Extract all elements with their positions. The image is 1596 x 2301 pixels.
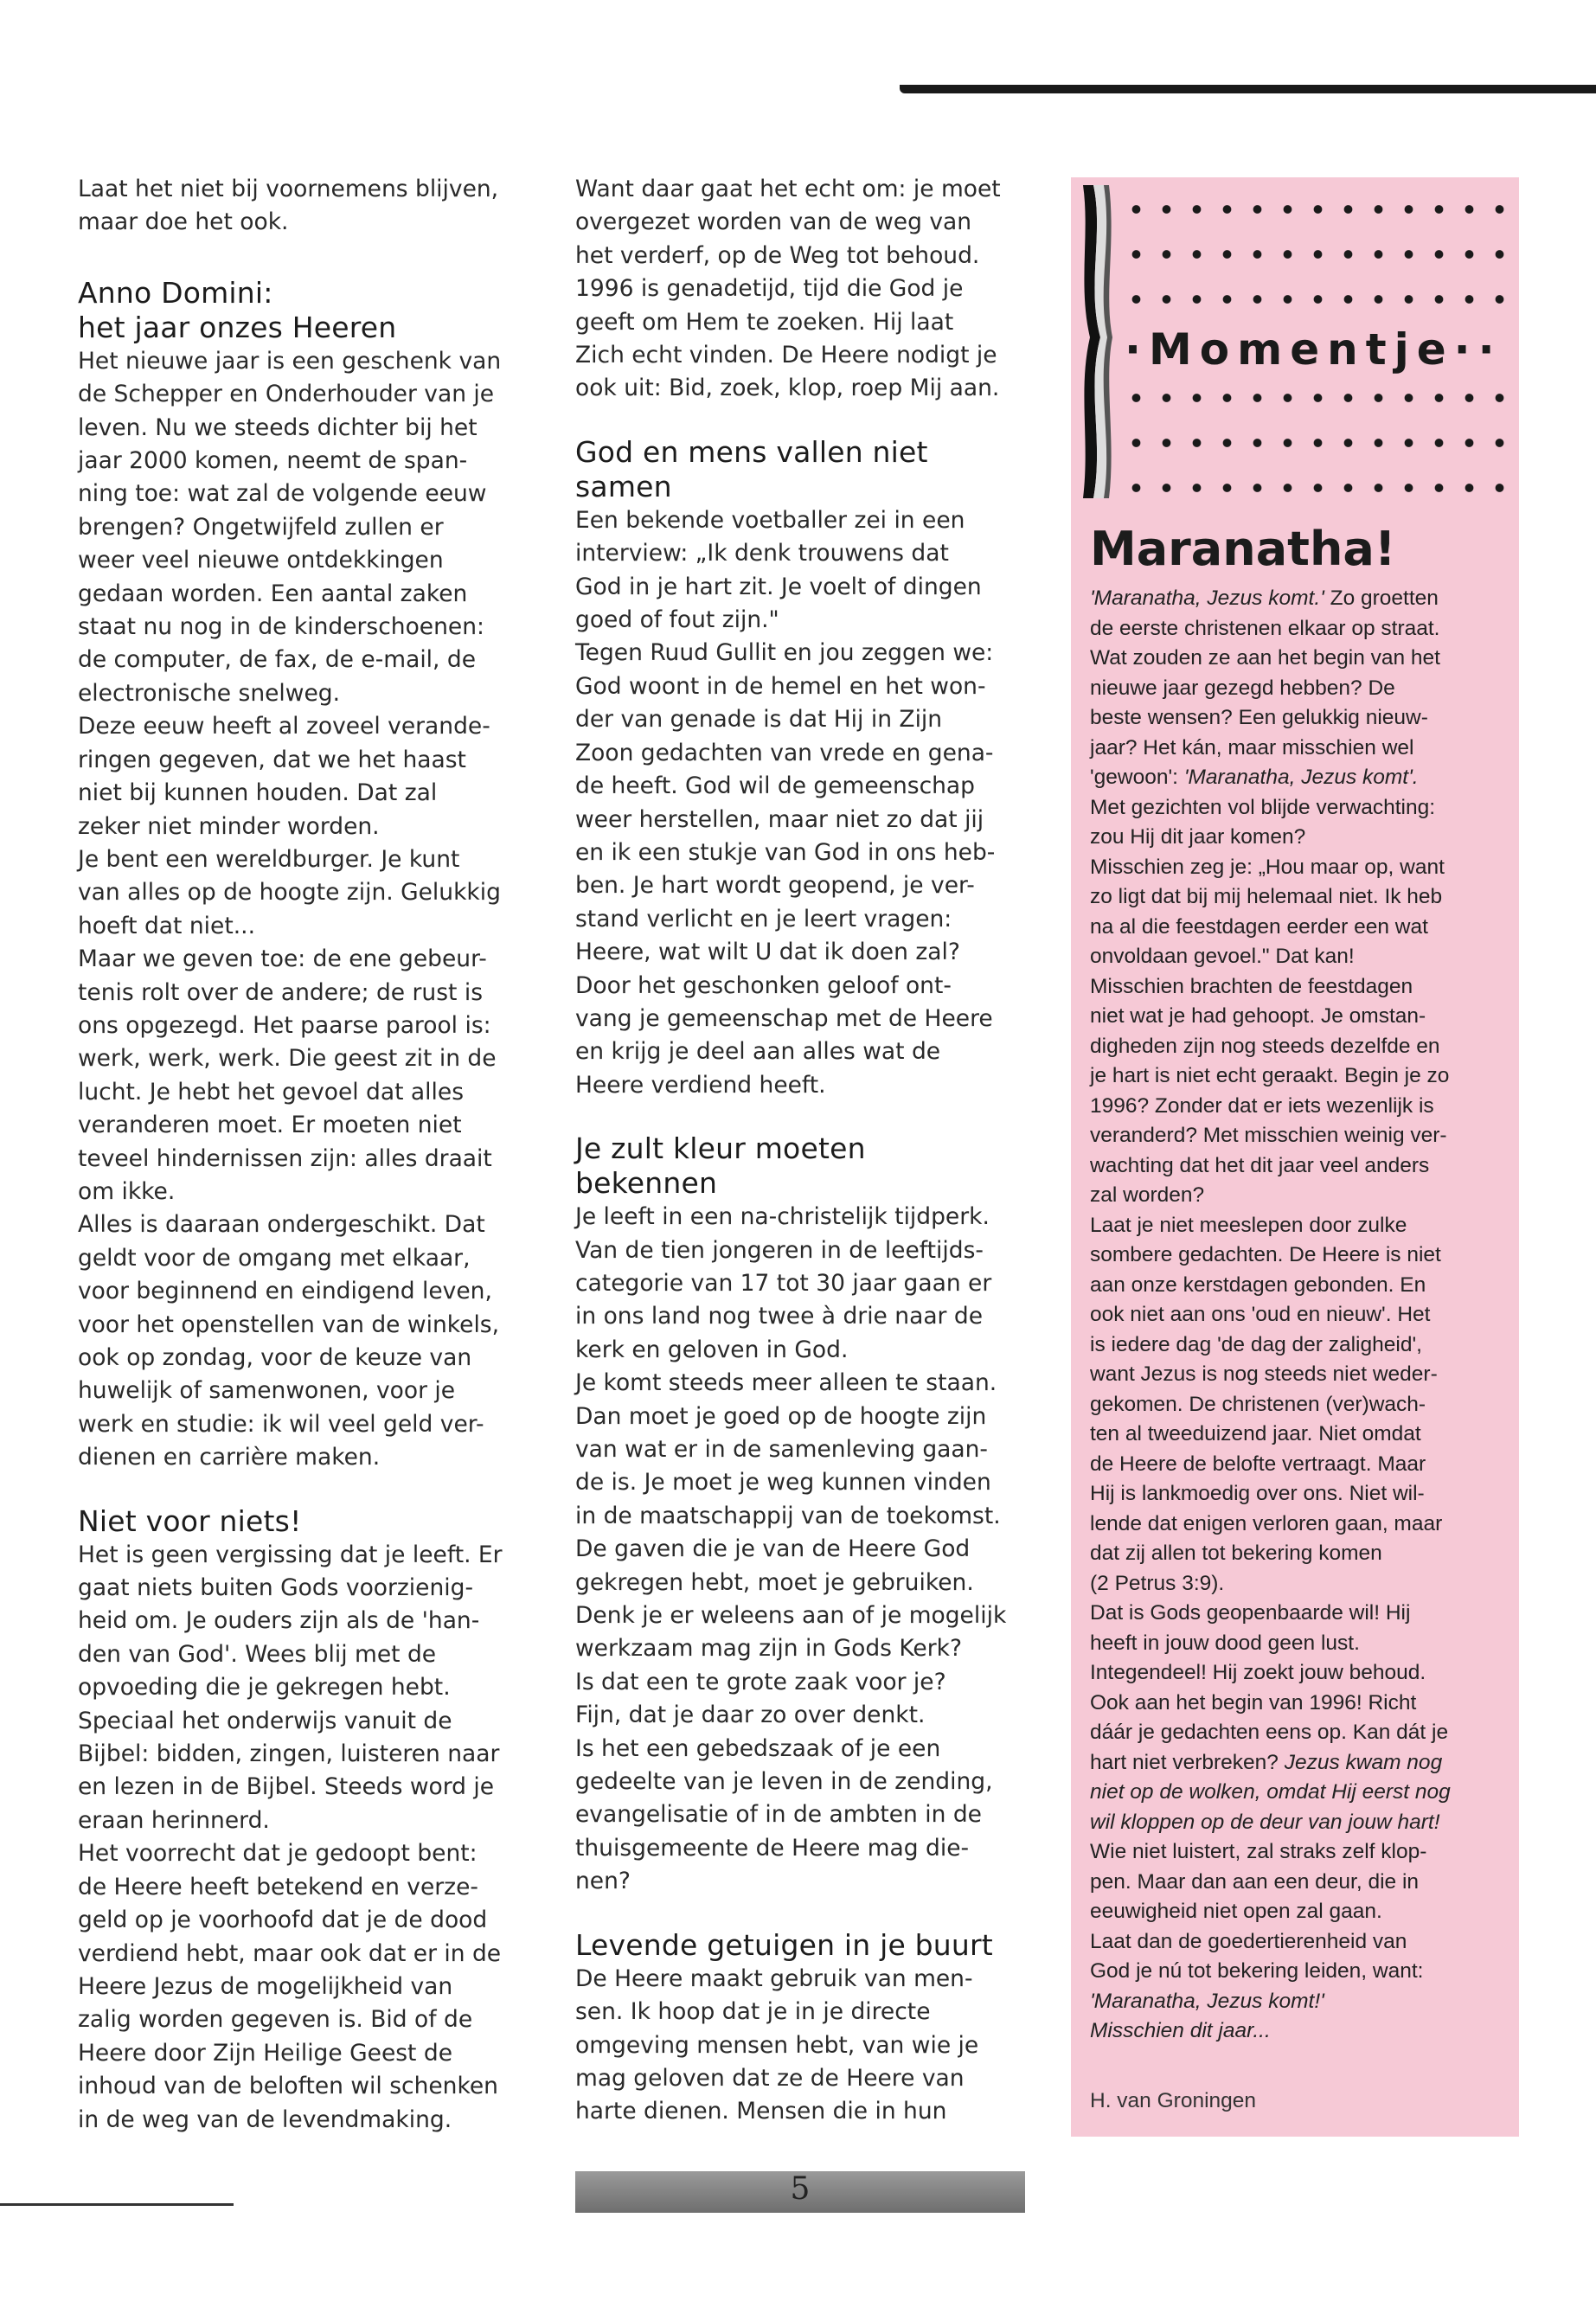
text-line: van wat er in de samenleving gaan- [575,1436,988,1463]
dot-row [1121,286,1519,312]
text-line: brengen? Ongetwijfeld zullen er [78,513,444,541]
sidebar-text-segment: Integendeel! Hij zoekt jouw behoud. [1090,1661,1426,1684]
sidebar-line [1090,763,1514,793]
sidebar-line [1090,1002,1514,1032]
sidebar-text-segment: ook niet aan ons 'oud en nieuw'. Het [1090,1303,1431,1326]
sidebar-text-segment: digheden zijn nog steeds dezelfde en [1090,1034,1440,1058]
sidebar-text-segment: Hij is lankmoedig over ons. Niet wil- [1090,1482,1425,1505]
sidebar-text-segment: gekomen. De christenen (ver)wach- [1090,1392,1426,1416]
sidebar-line [1090,2016,1514,2047]
section-text-niet-voor-niets [78,1539,536,2137]
text-line: Fijn, dat je daar zo over denkt. [575,1702,926,1729]
sidebar-text-segment: Laat je niet meeslepen door zulke [1090,1213,1407,1237]
text-line: voor het openstellen van de winkels, [78,1311,500,1338]
text-line: evangelisatie of in de ambten in de [575,1801,982,1829]
sidebar-text-segment: Wie niet luistert, zal straks zelf klop- [1090,1840,1427,1863]
section-text-levende-getuigen [575,1963,1034,2129]
text-line: in de maatschappij van de toekomst. [575,1502,1001,1529]
sidebar-line [1090,913,1514,943]
text-line: inhoud van de beloften wil schenken [78,2073,498,2100]
sidebar-line [1090,823,1514,853]
dot-row [1121,385,1519,411]
text-line: eraan herinnerd. [78,1806,270,1834]
sidebar-line [1090,1330,1514,1361]
text-line: ringen gegeven, dat we het haast [78,746,466,773]
text-line: gaat niets buiten Gods voorzienig- [78,1574,474,1602]
text-line: Heere, wat wilt U dat ik doen zal? [575,939,960,966]
text-line: Een bekende voetballer zei in een [575,506,965,534]
sidebar-line [1090,1718,1514,1748]
sidebar-text-segment: je hart is niet echt geraakt. Begin je zo [1090,1064,1450,1087]
sidebar-text-segment: eeuwigheid niet open zal gaan. [1090,1900,1382,1923]
text-line: de computer, de fax, de e-mail, de [78,646,477,674]
text-line: de heeft. God wil de gemeenschap [575,772,975,800]
sidebar-text-segment: 'gewoon': [1090,766,1184,789]
sidebar-text-segment: dáár je gedachten eens op. Kan dát je [1090,1721,1449,1744]
page-number-bar [575,2171,1025,2213]
text-line: ook op zondag, voor de keuze van [78,1344,472,1371]
sidebar-line [1090,1987,1514,2017]
sidebar-line [1090,1450,1514,1480]
heading-line: samen [575,469,672,503]
text-line: de Schepper en Onderhouder van je [78,381,495,408]
text-line: kerk en geloven in God. [575,1336,849,1363]
text-line: Deze eeuw heeft al zoveel verande- [78,713,490,740]
bottom-rule [0,2203,234,2206]
momentje-banner [1071,177,1519,506]
sidebar-line [1090,1390,1514,1420]
intro-paragraph-2 [575,173,1034,406]
text-line: en lezen in de Bijbel. Steeds word je [78,1773,495,1801]
text-line: opvoeding die je gekregen hebt. [78,1674,451,1702]
text-line: vang je gemeenschap met de Heere [575,1004,993,1032]
sidebar-line [1090,674,1514,704]
sidebar-text-segment: Misschien brachten de feestdagen [1090,974,1413,998]
sidebar-line [1090,1509,1514,1540]
text-line: Het is geen vergissing dat je leeft. Er [78,1541,503,1568]
text-line: sen. Ik hoop dat je in je directe [575,1998,931,2026]
heading-line: God en mens vallen niet [575,434,928,469]
sidebar-line [1090,1689,1514,1719]
text-line: Is dat een te grote zaak voor je? [575,1668,946,1695]
sidebar-text-segment: na al die feestdagen eerder een wat [1090,914,1428,939]
text-line: verdiend hebt, maar ook dat er in de [78,1939,502,1967]
column-1 [78,173,536,2137]
text-line: tenis rolt over de andere; de rust is [78,978,484,1006]
text-line: huwelijk of samenwonen, voor je [78,1377,456,1405]
sidebar-italic-segment: 'Maranatha, Jezus komt'. [1183,766,1419,789]
sidebar-text-segment: zal worden? [1090,1183,1205,1207]
text-line: ons opgezegd. Het paarse parool is: [78,1011,491,1039]
text-line: geldt voor de omgang met elkaar, [78,1244,471,1272]
sidebar-line [1090,882,1514,913]
sidebar-line [1090,1240,1514,1271]
text-line: om ikke. [78,1177,176,1205]
text-line: 1996 is genadetijd, tijd die God je [575,275,964,303]
sidebar-line [1090,1778,1514,1808]
sidebar-line [1090,1599,1514,1629]
text-line: stand verlicht en je leert vragen: [575,905,952,933]
section-heading-kleur-bekennen [575,1131,1034,1201]
text-line: categorie van 17 tot 30 jaar gaan er [575,1269,992,1297]
text-line: ning toe: wat zal de volgende eeuw [78,480,487,508]
text-line: Heere door Zijn Heilige Geest de [78,2039,452,2067]
text-line: Laat het niet bij voornemens blijven, [78,176,499,202]
sidebar-text-segment: beste wensen? Een gelukkig nieuw- [1090,706,1428,729]
sidebar-line [1090,614,1514,644]
sidebar-line [1090,1957,1514,1987]
sidebar-text-segment: Zo groetten [1324,586,1439,610]
text-line: leven. Nu we steeds dichter bij het [78,413,478,441]
text-line: De gaven die je van de Heere God [575,1535,971,1563]
text-line: in ons land nog twee à drie naar de [575,1303,983,1330]
sidebar-text-segment: God je nú tot bekering leiden, want: [1090,1959,1424,1983]
sidebar-italic-segment: Misschien dit jaar... [1090,2019,1271,2042]
sidebar-text-segment: sombere gedachten. De Heere is niet [1090,1243,1441,1266]
text-line: veranderen moet. Er moeten niet [78,1112,462,1139]
sidebar-line [1090,1868,1514,1898]
text-line: electronische snelweg. [78,679,341,707]
dot-row [1121,430,1519,456]
sidebar-text-segment: want Jezus is nog steeds niet weder- [1090,1362,1438,1386]
sidebar-text-segment: Ook aan het begin van 1996! Richt [1090,1690,1417,1715]
text-line: Maar we geven toe: de ene gebeur- [78,945,487,973]
sidebar-line [1090,644,1514,674]
text-line: Is het een gebedszaak of je een [575,1734,941,1762]
sidebar-italic-segment: wil kloppen op de deur van jouw hart! [1090,1810,1440,1834]
text-line: gekregen hebt, moet je gebruiken. [575,1568,974,1596]
sidebar-text-segment: lende dat enigen verloren gaan, maar [1090,1511,1443,1535]
text-line: God woont in de hemel en het won- [575,672,986,700]
text-line: zalig worden gegeven is. Bid of de [78,2006,473,2034]
text-line: thuisgemeente de Heere mag die- [575,1834,970,1862]
text-line: Je bent een wereldburger. Je kunt [78,845,460,873]
sidebar-text-segment: dat zij allen tot bekering komen [1090,1541,1382,1565]
sidebar-text-segment: hart niet verbreken? [1090,1750,1285,1774]
bracket-ornament-icon [1078,182,1121,502]
text-line: Alles is daaraan ondergeschikt. Dat [78,1211,485,1239]
sidebar-text-segment: Wat zouden ze aan het begin van het [1090,646,1440,670]
author-name: H. van Groningen [1090,2089,1257,2112]
text-line: Heere verdiend heeft. [575,1071,826,1099]
sidebar-line [1090,734,1514,764]
dot-row [1121,475,1519,501]
sidebar-line [1090,1897,1514,1927]
text-line: harte dienen. Mensen die in hun [575,2098,947,2125]
text-line: ook uit: Bid, zoek, klop, roep Mij aan. [575,375,1000,402]
sidebar-line [1090,793,1514,824]
text-line: jaar 2000 komen, neemt de span- [78,447,468,475]
sidebar-text-segment: Met gezichten vol blijde verwachting: [1090,795,1436,819]
sidebar-line [1090,972,1514,1003]
sidebar-text-segment: aan onze kerstdagen gebonden. En [1090,1272,1426,1297]
sidebar-line [1090,1748,1514,1779]
text-line: zeker niet minder worden. [78,812,380,840]
text-line: Tegen Ruud Gullit en jou zeggen we: [575,639,994,667]
sidebar-line [1090,1181,1514,1211]
heading-line: Je zult kleur moeten [575,1131,866,1166]
text-line: nen? [575,1868,631,1895]
text-line: weer veel nieuwe ontdekkingen [78,547,444,574]
text-line: Het voorrecht dat je gedoopt bent: [78,1840,478,1868]
text-line: voor beginnend en eindigend leven, [78,1278,492,1305]
text-line: goed of fout zijn." [575,606,779,634]
page-number: 5 [790,2171,811,2207]
sidebar-text-segment: Misschien zeg je: „Hou maar op, want [1090,855,1445,879]
text-line: Het nieuwe jaar is een geschenk van [78,347,502,375]
momentje-sidebar [1071,177,1519,2137]
text-line: gedaan worden. Een aantal zaken [78,580,468,607]
text-line: werkzaam mag zijn in Gods Kerk? [575,1635,963,1663]
sidebar-italic-segment: 'Maranatha, Jezus komt!' [1090,1989,1324,2013]
sidebar-text-segment: de eerste christenen elkaar op straat. [1090,616,1440,640]
sidebar-italic-segment: Jezus kwam nog [1284,1750,1443,1774]
sidebar-line [1090,1539,1514,1569]
sidebar-line [1090,1032,1514,1062]
sidebar-title: Maranatha! [1090,522,1396,576]
sidebar-text-segment: onvoldaan gevoel." Dat kan! [1090,945,1355,968]
text-line: in de weg van de levendmaking. [78,2106,452,2133]
sidebar-line [1090,1569,1514,1599]
text-line: Zich echt vinden. De Heere nodigt je [575,342,997,369]
text-line: overgezet worden van de weg van [575,208,972,236]
text-line: van alles op de hoogte zijn. Gelukkig [78,879,501,907]
text-line: mag geloven dat ze de Heere van [575,2064,965,2092]
sidebar-line [1090,1629,1514,1659]
text-line: gedeelte van je leven in de zending, [575,1768,993,1796]
sidebar-text-segment: nieuwe jaar gezegd hebben? De [1090,676,1395,700]
sidebar-text-segment: pen. Maar dan aan een deur, die in [1090,1869,1420,1894]
text-line: De Heere maakt gebruik van men- [575,1965,973,1992]
text-line: werk, werk, werk. Die geest zit in de [78,1045,497,1073]
text-line: staat nu nog in de kinderschoenen: [78,613,484,641]
text-line: Bijbel: bidden, zingen, luisteren naar [78,1740,500,1768]
text-line: de is. Je moet je weg kunnen vinden [575,1469,991,1497]
dot-row [1121,196,1519,222]
text-line: Denk je er weleens aan of je mogelijk [575,1602,1007,1630]
text-line: teveel hindernissen zijn: alles draait [78,1144,492,1172]
text-line: geeft om Hem te zoeken. Hij laat [575,308,954,336]
section-heading-levende-getuigen: Levende getuigen in je buurt [575,1927,993,1962]
text-line: Van de tien jongeren in de leeftijds- [575,1236,984,1264]
text-line: Speciaal het onderwijs vanuit de [78,1707,452,1734]
text-line: de Heere heeft betekend en verze- [78,1873,478,1900]
sidebar-line [1090,1808,1514,1838]
sidebar-line [1090,1300,1514,1330]
sidebar-text-segment: 1996? Zonder dat er iets wezenlijk is [1090,1093,1434,1118]
sidebar-text-segment: ten al tweeduizend jaar. Niet omdat [1090,1422,1421,1445]
sidebar-line [1090,1479,1514,1509]
sidebar-italic-segment: 'Maranatha, Jezus komt.' [1090,586,1324,610]
sidebar-line [1090,853,1514,883]
sidebar-line [1090,584,1514,614]
text-line: het verderf, op de Weg tot behoud. [575,241,980,269]
text-line: ben. Je hart wordt geopend, je ver- [575,872,975,900]
sidebar-line [1090,1061,1514,1092]
sidebar-text-segment: is iedere dag 'de dag der zaligheid', [1090,1332,1422,1356]
sidebar-text-segment: jaar? Het kán, maar misschien wel [1090,735,1414,760]
sidebar-line [1090,1092,1514,1122]
sidebar-italic-segment: niet op de wolken, omdat Hij eerst nog [1090,1780,1451,1804]
sidebar-line [1090,942,1514,972]
text-line: God in je hart zit. Je voelt of dingen [575,573,982,600]
sidebar-line [1090,1271,1514,1301]
sidebar-line [1090,1211,1514,1241]
sidebar-line [1090,1151,1514,1182]
section-heading-anno-domini [78,276,536,345]
section-text-kleur-bekennen [575,1201,1034,1899]
text-line: Dan moet je goed op de hoogte zijn [575,1402,987,1430]
dot-row [1121,241,1519,267]
sidebar-text-segment: Dat is Gods geopenbaarde wil! Hij [1090,1601,1411,1625]
sidebar-text-segment: niet wat je had gehoopt. Je omstan- [1090,1004,1426,1028]
momentje-title: ·Momentje·· [1125,324,1503,375]
heading-line: het jaar onzes Heeren [78,310,397,344]
sidebar-line [1090,1360,1514,1390]
heading-line: bekennen [575,1166,718,1201]
sidebar-line [1090,1927,1514,1958]
sidebar-line [1090,1121,1514,1151]
sidebar-line [1090,1837,1514,1868]
text-line: den van God'. Wees blij met de [78,1640,437,1668]
sidebar-text-segment: zo ligt dat bij mij helemaal niet. Ik heb [1090,885,1443,908]
text-line: Door het geschonken geloof ont- [575,971,952,999]
text-line: Want daar gaat het echt om: je moet [575,176,1001,202]
section-heading-niet-voor-niets: Niet voor niets! [78,1503,302,1538]
text-line: Heere Jezus de mogelijkheid van [78,1972,453,2000]
sidebar-text-segment: Laat dan de goedertierenheid van [1090,1929,1407,1953]
text-line: maar doe het ook. [78,208,289,236]
sidebar-text [1090,584,1514,2047]
text-line: hoeft dat niet... [78,912,255,939]
top-rule [900,85,1596,93]
intro-paragraph [78,173,536,240]
text-line: Zoon gedachten van vrede en gena- [575,739,994,766]
text-line: en krijg je deel aan alles wat de [575,1038,941,1066]
text-line: der van genade is dat Hij in Zijn [575,706,943,734]
text-line: geld op je voorhoofd dat je de dood [78,1907,488,1934]
sidebar-text-segment: veranderd? Met misschien weinig ver- [1090,1124,1447,1147]
text-line: weer herstellen, maar niet zo dat jij [575,805,984,833]
sidebar-text-segment: wachting dat het dit jaar veel anders [1090,1153,1430,1177]
text-line: omgeving mensen hebt, van wie je [575,2031,979,2059]
sidebar-text-segment: (2 Petrus 3:9). [1090,1571,1225,1595]
section-text-anno-domini [78,345,536,1475]
text-line: interview: „Ik denk trouwens dat [575,540,949,567]
text-line: en ik een stukje van God in ons heb- [575,838,996,866]
text-line: Je leeft in een na-christelijk tijdperk. [575,1203,990,1231]
section-text-god-en-mens [575,504,1034,1102]
text-line: niet bij kunnen houden. Dat zal [78,779,438,807]
text-line: heid om. Je ouders zijn als de 'han- [78,1607,480,1635]
section-heading-god-en-mens [575,435,1034,504]
column-2 [575,173,1034,2129]
text-line: werk en studie: ik wil veel geld ver- [78,1410,484,1438]
sidebar-line [1090,703,1514,734]
sidebar-line [1090,1420,1514,1450]
sidebar-line [1090,1658,1514,1689]
sidebar-text-segment: zou Hij dit jaar komen? [1090,825,1306,849]
text-line: dienen en carrière maken. [78,1444,381,1471]
text-line: Je komt steeds meer alleen te staan. [575,1369,997,1397]
sidebar-text-segment: de Heere de belofte vertraagt. Maar [1090,1452,1426,1476]
heading-line: Anno Domini: [78,275,273,310]
text-line: lucht. Je hebt het gevoel dat alles [78,1078,465,1106]
sidebar-text-segment: heeft in jouw dood geen lust. [1090,1631,1360,1655]
